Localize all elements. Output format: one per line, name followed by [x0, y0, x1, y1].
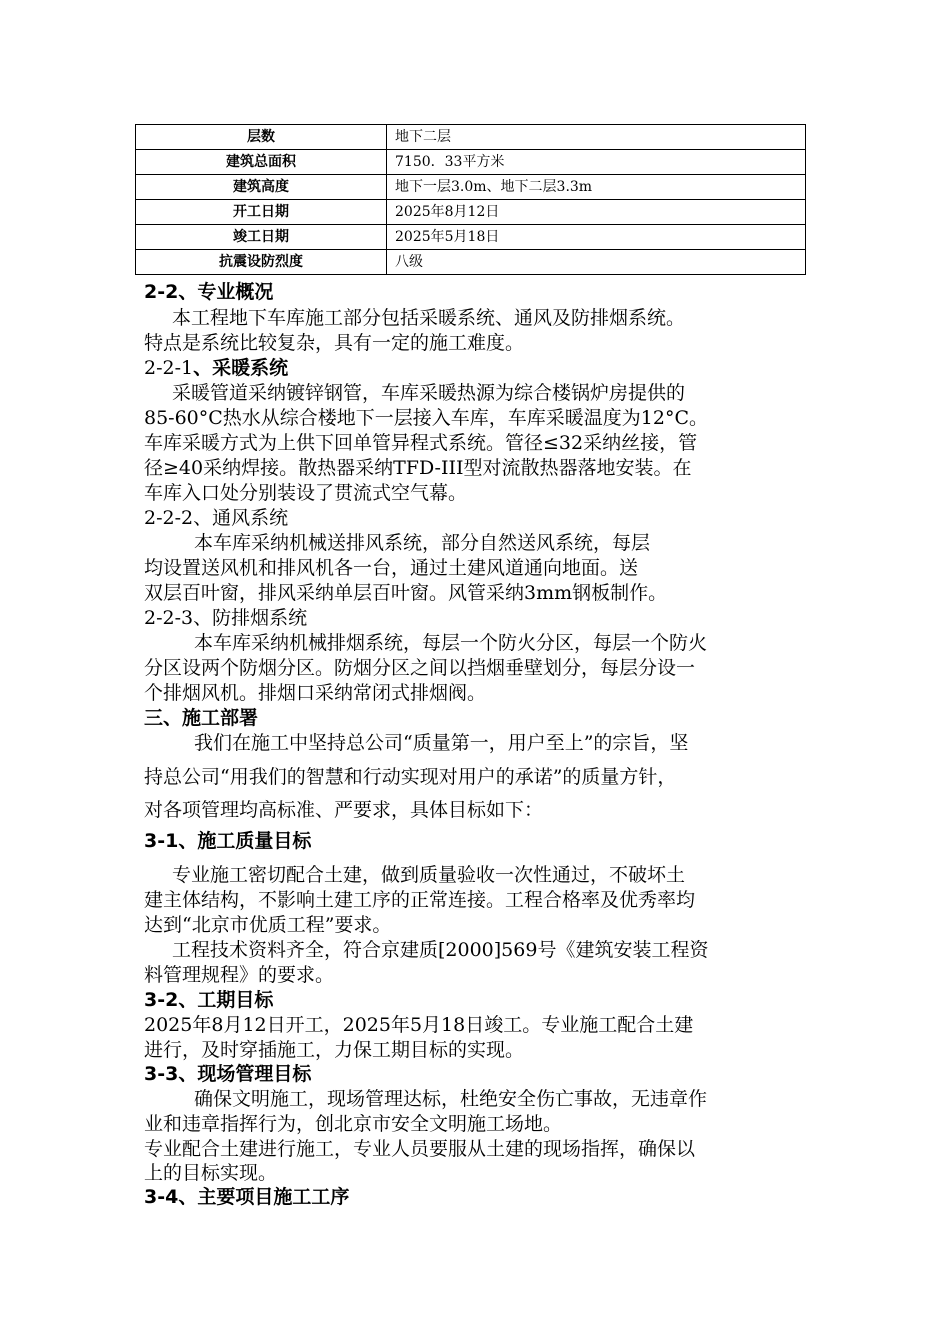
row-label: 建筑总面积	[136, 150, 387, 175]
heading-text: 、采暖系统	[193, 357, 289, 379]
paragraph-line: 车库入口处分别装设了贯流式空气幕。	[144, 482, 468, 504]
paragraph-line: 专业配合土建进行施工，专业人员要服从土建的现场指挥，确保以	[144, 1138, 696, 1160]
row-label: 开工日期	[136, 200, 387, 225]
table-row	[136, 200, 806, 225]
row-value: 2025年8月12日	[387, 200, 806, 225]
section-heading-2-2-1	[144, 355, 288, 381]
paragraph-line: 工程技术资料齐全，符合京建质[2000]569号《建筑安装工程资	[172, 939, 709, 961]
paragraph-line: 我们在施工中坚持总公司“质量第一，用户至上”的宗旨，坚	[194, 732, 689, 754]
row-label: 建筑高度	[136, 175, 387, 200]
section-heading-2-2-2: 2-2-2、通风系统	[144, 507, 289, 529]
project-info-table	[135, 124, 806, 275]
row-label: 抗震设防烈度	[136, 250, 387, 275]
paragraph-line: 专业施工密切配合土建，做到质量验收一次性通过，不破坏土	[172, 864, 686, 886]
table-row	[136, 150, 806, 175]
paragraph-line: 上的目标实现。	[144, 1162, 278, 1184]
table-row	[136, 250, 806, 275]
paragraph-line: 双层百叶窗，排风采纳单层百叶窗。风管采纳3mm钢板制作。	[144, 582, 668, 604]
paragraph-line: 特点是系统比较复杂，具有一定的施工难度。	[144, 332, 525, 354]
row-value: 地下一层3.0m、地下二层3.3m	[387, 175, 806, 200]
paragraph-line: 业和违章指挥行为，创北京市安全文明施工场地。	[144, 1113, 563, 1135]
section-heading-2-2: 2-2、专业概况	[144, 281, 274, 303]
section-heading-3: 三、施工部署	[144, 707, 259, 729]
heading-number: 2-2-1	[144, 357, 194, 379]
paragraph-line: 均设置送风机和排风机各一台，通过土建风道通向地面。送	[144, 557, 639, 579]
section-heading-2-2-3: 2-2-3、防排烟系统	[144, 607, 308, 629]
row-label: 竣工日期	[136, 225, 387, 250]
row-label: 层数	[136, 125, 387, 150]
paragraph-line: 达到“北京市优质工程”要求。	[144, 914, 392, 936]
row-value: 2025年5月18日	[387, 225, 806, 250]
paragraph-line: 2025年8月12日开工，2025年5月18日竣工。专业施工配合土建	[144, 1014, 694, 1036]
table-row	[136, 225, 806, 250]
row-value: 地下二层	[387, 125, 806, 150]
section-heading-3-3: 3-3、现场管理目标	[144, 1063, 312, 1085]
paragraph-line: 建主体结构，不影响土建工序的正常连接。工程合格率及优秀率均	[144, 889, 696, 911]
section-heading-3-4: 3-4、主要项目施工工序	[144, 1186, 350, 1208]
paragraph-line: 本工程地下车库施工部分包括采暖系统、通风及防排烟系统。	[172, 307, 686, 329]
paragraph-line: 进行，及时穿插施工，力保工期目标的实现。	[144, 1039, 525, 1061]
table-row	[136, 175, 806, 200]
table-row	[136, 125, 806, 150]
paragraph-line: 本车库采纳机械排烟系统，每层一个防火分区，每层一个防火	[194, 632, 708, 654]
paragraph-line: 分区设两个防烟分区。防烟分区之间以挡烟垂壁划分，每层分设一	[144, 657, 696, 679]
row-value: 7150．33平方米	[387, 150, 806, 175]
paragraph-line: 对各项管理均高标准、严要求，具体目标如下：	[144, 799, 544, 821]
paragraph-line: 车库采暖方式为上供下回单管异程式系统。管径≤32采纳丝接，管	[144, 432, 698, 454]
paragraph-line: 径≥40采纳焊接。散热器采纳TFD-III型对流散热器落地安装。在	[144, 457, 692, 479]
section-heading-3-2: 3-2、工期目标	[144, 989, 274, 1011]
paragraph-line: 85-60°C热水从综合楼地下一层接入车库，车库采暖温度为12°C。	[144, 407, 709, 429]
section-heading-3-1: 3-1、施工质量目标	[144, 830, 312, 852]
paragraph-line: 持总公司“用我们的智慧和行动实现对用户的承诺”的质量方针，	[144, 766, 677, 788]
row-value: 八级	[387, 250, 806, 275]
paragraph-line: 料管理规程》的要求。	[144, 964, 335, 986]
paragraph-line: 采暖管道采纳镀锌钢管，车库采暖热源为综合楼锅炉房提供的	[172, 382, 686, 404]
paragraph-line: 个排烟风机。排烟口采纳常闭式排烟阀。	[144, 682, 487, 704]
paragraph-line: 确保文明施工，现场管理达标，杜绝安全伤亡事故，无违章作	[194, 1088, 708, 1110]
paragraph-line: 本车库采纳机械送排风系统，部分自然送风系统，每层	[194, 532, 651, 554]
